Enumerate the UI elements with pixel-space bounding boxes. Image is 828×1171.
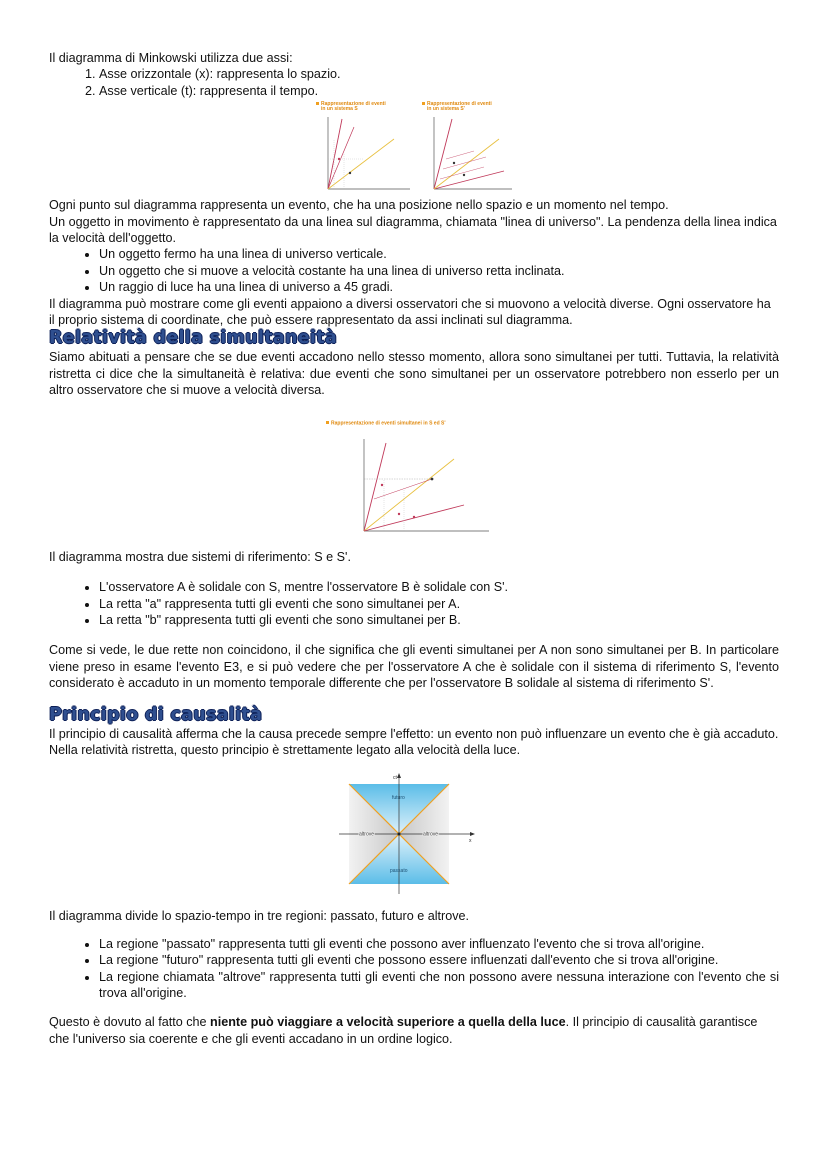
ct-axis-arrow-icon	[397, 773, 401, 778]
paragraph-9-start: Questo è dovuto al fatto che	[49, 1015, 211, 1030]
fig1-right-title-1: Rappresentazione di eventi	[427, 101, 492, 108]
paragraph-7: Il principio di causalità afferma che la causa precede sempre l'effetto: un evento non può influenzare un evento che è già accaduto. Nella relatività ristretta, questo principio è strettamente legato alla velocità della luce.	[49, 726, 779, 757]
elsewhere-right-label: altrove	[423, 831, 439, 838]
paragraph-5: Il diagramma mostra due sistemi di riferimento: S e S'.	[49, 549, 351, 564]
list-item: 1. Asse orizzontale (x): rappresenta lo spazio.	[99, 66, 779, 82]
paragraph-2: Un oggetto in movimento è rappresentato da una linea sul diagramma, chiamata "linea di universo". La pendenza della linea indica la velocità dell'oggetto.	[49, 214, 777, 246]
paragraph-4: Siamo abituati a pensare che se due eventi accadono nello stesso momento, allora sono simultanei per tutti. Tuttavia, la relatività ristretta ci dice che la simultaneità è relativa: due eventi che sono simultanei per un osservatore potrebbero non esserlo per un altro osservatore che si muove a velocità diversa.	[49, 350, 779, 398]
title-bullet-right	[422, 102, 425, 105]
list-item: • L'osservatore A è solidale con S, mentre l'osservatore B è solidale con S'.	[99, 579, 779, 595]
light-cone-figure	[339, 772, 489, 898]
paragraph-9-end: . Il principio di causalità garantisce che l'universo sia coerente e che gli eventi accadano in un ordine logico.	[49, 1015, 758, 1046]
minkowski-diagrams-figure	[314, 99, 514, 197]
future-label: futuro	[392, 795, 405, 802]
fig1-left-title-1: Rappresentazione di eventi	[321, 101, 386, 108]
paragraph-3: Il diagramma può mostrare come gli eventi appaiono a diversi osservatori che si muovono a velocità diverse. Ogni osservatore ha il proprio sistema di coordinate, che può essere rappresentato da assi inclinati sul diagramma.	[49, 296, 771, 328]
axes-list	[49, 66, 779, 99]
x-label: x	[469, 838, 472, 845]
observers-list	[49, 579, 779, 628]
simultaneity-diagram	[364, 439, 489, 531]
paragraph-9-bold: niente può viaggiare a velocità superiore a quella della luce	[210, 1015, 566, 1030]
heading-causality-principle: Principio di causalità	[49, 704, 263, 725]
list-item: • La regione "futuro" rappresenta tutti gli eventi che possono essere influenzati dall'evento che si trova all'origine.	[99, 952, 779, 968]
list-item: • Un oggetto che si muove a velocità costante ha una linea di universo retta inclinata.	[99, 263, 779, 279]
elsewhere-left-label: altrove	[359, 831, 375, 838]
origin-point	[398, 833, 401, 836]
paragraph-1: Ogni punto sul diagramma rappresenta un evento, che ha una posizione nello spazio e un momento nel tempo.	[49, 198, 669, 213]
worldline-list	[49, 246, 779, 295]
simultaneity-figure	[324, 419, 504, 539]
list-item: • Un oggetto fermo ha una linea di universo verticale.	[99, 246, 779, 262]
paragraph-6: Come si vede, le due rette non coincidono, il che significa che gli eventi simultanei per A non sono simultanei per B. In particolare viene preso in esame l'evento E3, e si può vedere che per l'osservatore A che è solidale con il sistema di riferimento S, l'evento considerato è accaduto in un momento temporale differente che per l'osservatore B solidale al sistema di riferimento S'.	[49, 643, 779, 691]
fig1-right-title-2: in un sistema S'	[427, 106, 465, 113]
paragraph-8: Il diagramma divide lo spazio-tempo in tre regioni: passato, futuro e altrove.	[49, 909, 470, 924]
fig2-title: Rappresentazione di eventi simultanei in S ed S'	[331, 420, 446, 427]
fig1-left-title-2: in un sistema S	[321, 106, 358, 113]
paragraph-9	[49, 1014, 779, 1047]
heading-relativity-simultaneity: Relatività della simultaneità	[49, 328, 337, 349]
right-diagram	[434, 117, 512, 189]
x-axis-arrow-icon	[470, 832, 475, 836]
list-item: • La regione "passato" rappresenta tutti gli eventi che possono aver influenzato l'evento che si trova all'origine.	[99, 936, 779, 952]
list-item: 2. Asse verticale (t): rappresenta il tempo.	[99, 83, 779, 99]
ct-label: ct	[393, 775, 397, 782]
past-label: passato	[390, 868, 408, 875]
document-page	[49, 50, 779, 1047]
title-bullet-left	[316, 102, 319, 105]
list-item: • Un raggio di luce ha una linea di universo a 45 gradi.	[99, 279, 779, 295]
left-diagram	[328, 117, 410, 189]
list-item: • La regione chiamata "altrove" rappresenta tutti gli eventi che non possono avere nessuna interazione con l'evento che si trova all'origine.	[99, 969, 779, 1002]
list-item: • La retta "b" rappresenta tutti gli eventi che sono simultanei per B.	[99, 612, 779, 628]
regions-list	[49, 936, 779, 1002]
list-item: • La retta "a" rappresenta tutti gli eventi che sono simultanei per A.	[99, 596, 779, 612]
intro-text: Il diagramma di Minkowski utilizza due assi:	[49, 51, 293, 65]
title-bullet	[326, 421, 329, 424]
